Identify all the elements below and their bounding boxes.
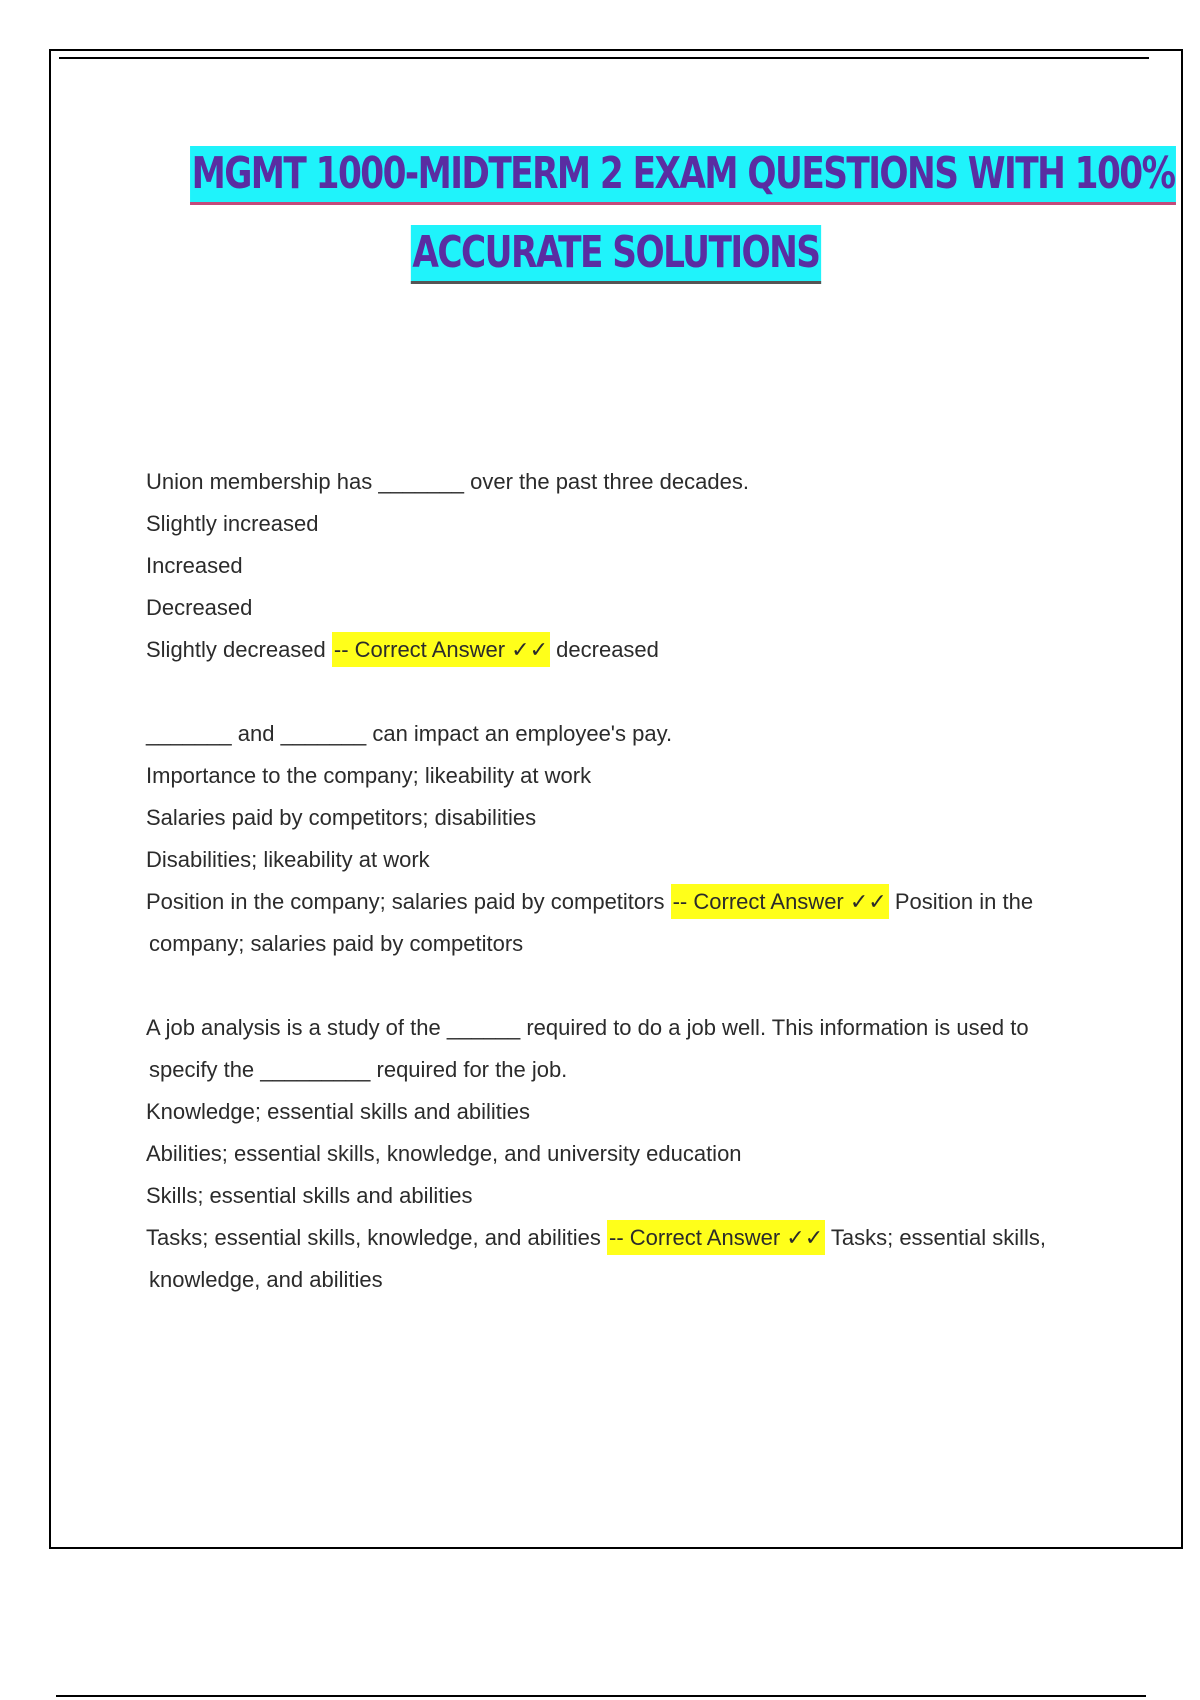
correct-answer-cont-text: company; salaries paid by competitors [149,931,524,956]
bottom-rule [56,1695,1146,1697]
question-prompt: _______ and _______ can impact an employee's pay. [146,721,673,746]
question-prompt-continued [146,1049,1126,1091]
last-option-text: Position in the company; salaries paid by competitors [146,889,665,914]
answer-option: Skills; essential skills and abilities [146,1183,473,1208]
top-rule [59,57,1149,59]
answer-option: Decreased [146,595,253,620]
correct-answer-tag: -- Correct Answer ✓✓ [332,632,550,667]
answer-option: Importance to the company; likeability at work [146,763,592,788]
answer-option: Salaries paid by competitors; disabilities [146,805,537,830]
prompt-cont-text: specify the _________ required for the job. [149,1057,568,1082]
correct-answer-text: decreased [556,637,659,662]
title-line-2: ACCURATE SOLUTIONS [411,225,821,284]
answer-option-last [146,1217,1126,1259]
answer-option: Slightly increased [146,511,319,536]
question-2 [146,713,1126,965]
correct-answer-tag: -- Correct Answer ✓✓ [671,884,889,919]
page-frame [49,49,1183,1549]
answer-option: Knowledge; essential skills and abilities [146,1099,530,1124]
answer-option: Abilities; essential skills, knowledge, and university education [146,1141,742,1166]
questions-list [146,461,1126,1343]
correct-answer-text: Position in the [894,889,1034,914]
last-option-text: Tasks; essential skills, knowledge, and abilities [146,1225,601,1250]
question-1 [146,461,1126,671]
answer-option: Disabilities; likeability at work [146,847,430,872]
correct-answer-tag: -- Correct Answer ✓✓ [607,1220,825,1255]
title-line-1: MGMT 1000-MIDTERM 2 EXAM QUESTIONS WITH 100% [190,146,1176,205]
answer-option-last [146,881,1126,923]
question-prompt: A job analysis is a study of the ______ required to do a job well. This information is used to [146,1015,1029,1040]
question-3 [146,1007,1126,1301]
question-prompt: Union membership has _______ over the past three decades. [146,469,749,494]
answer-option: Increased [146,553,243,578]
last-option-text: Slightly decreased [146,637,326,662]
correct-answer-text: Tasks; essential skills, [830,1225,1047,1250]
answer-option-last [146,629,1126,671]
correct-answer-continued [146,923,1126,965]
correct-answer-cont-text: knowledge, and abilities [149,1267,383,1292]
document-title [51,146,1181,284]
correct-answer-continued [146,1259,1126,1301]
